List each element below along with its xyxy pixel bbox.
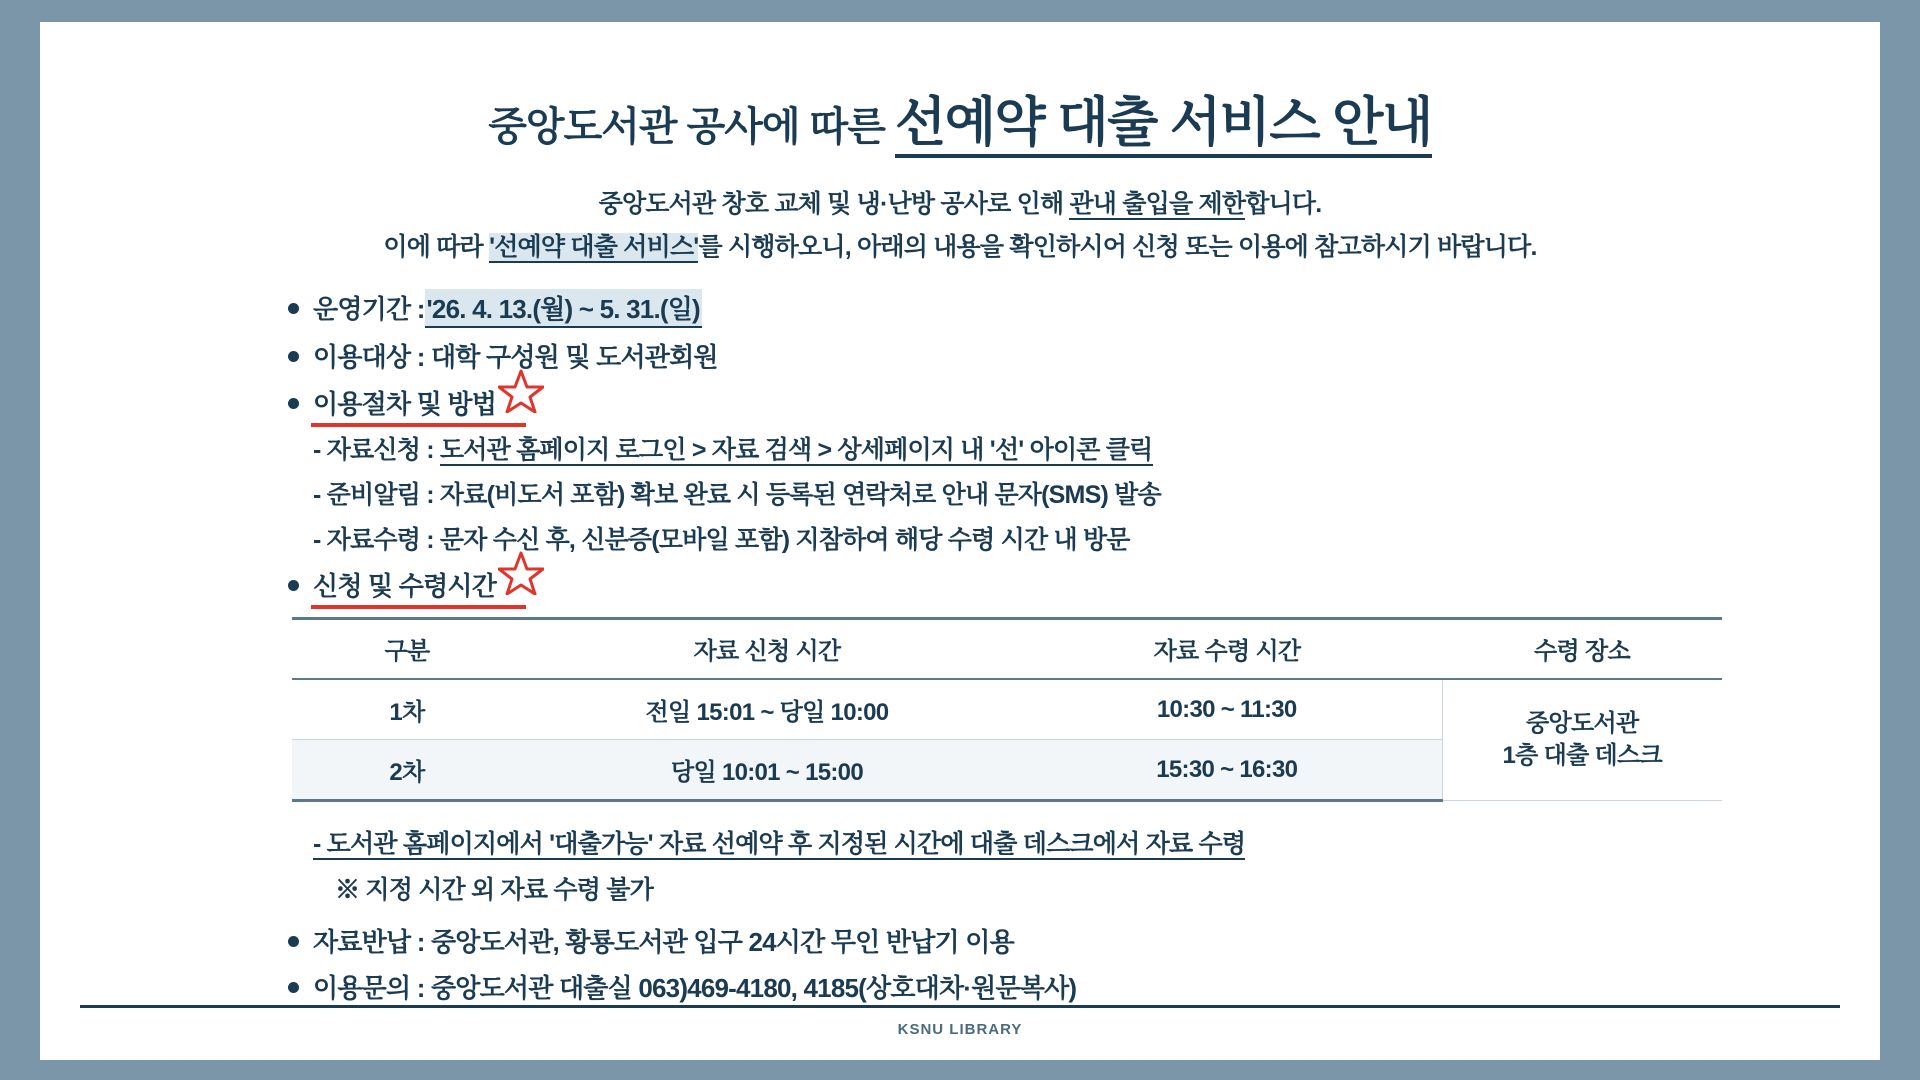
pickup-place-line-2: 1층 대출 데스크 xyxy=(1502,742,1662,769)
list-item-period xyxy=(288,289,1860,328)
lead-line-1-part-a: 중앙도서관 창호 교체 및 냉·난방 공사로 인해 xyxy=(598,190,1070,218)
header-request-time: 자료 신청 시간 xyxy=(522,619,1012,680)
cell-pickup-0: 10:30 ~ 11:30 xyxy=(1012,679,1442,740)
poster-canvas xyxy=(40,22,1880,1060)
list-item-schedule-heading xyxy=(288,565,1860,603)
page-title xyxy=(60,80,1860,156)
note-main-line xyxy=(313,824,1860,860)
bullet-dot-icon xyxy=(288,398,299,409)
procedure-row-0 xyxy=(313,430,1860,466)
return-text: 자료반납 : 중앙도서관, 황룡도서관 입구 24시간 무인 반납기 이용 xyxy=(313,927,1014,957)
schedule-table-body xyxy=(292,679,1722,801)
bullet-dot-icon xyxy=(288,351,299,362)
poster-content xyxy=(60,36,1860,1050)
schedule-heading: 신청 및 수령시간 xyxy=(313,566,496,603)
header-pickup-place: 수령 장소 xyxy=(1442,619,1722,680)
target-text: 이용대상 : 대학 구성원 및 도서관회원 xyxy=(313,342,718,372)
bullet-dot-icon xyxy=(288,580,299,591)
info-list xyxy=(288,289,1860,603)
procedure-value-2: 문자 수신 후, 신분증(모바일 포함) 지참하여 해당 수령 시간 내 방문 xyxy=(439,526,1130,554)
info-list-secondary xyxy=(288,922,1860,1005)
cell-pickup-place xyxy=(1442,679,1722,801)
list-item-contact xyxy=(288,968,1860,1005)
bullet-dot-icon xyxy=(288,982,299,993)
bullet-dot-icon xyxy=(288,303,299,314)
table-header-row xyxy=(292,619,1722,680)
schedule-table xyxy=(292,617,1722,802)
schedule-table-head xyxy=(292,619,1722,680)
cell-pickup-1: 15:30 ~ 16:30 xyxy=(1012,740,1442,801)
contact-text: 이용문의 : 중앙도서관 대출실 063)469-4180, 4185(상호대차·원문복사) xyxy=(313,973,1077,1003)
footer-label: KSNU LIBRARY xyxy=(897,1021,1023,1038)
star-icon xyxy=(498,565,538,595)
note-main-text: - 도서관 홈페이지에서 '대출가능' 자료 선예약 후 지정된 시간에 대출 데스크에서 자료 수령 xyxy=(313,830,1246,858)
procedure-value-0: 도서관 홈페이지 로그인 > 자료 검색 > 상세페이지 내 '선' 아이콘 클릭 xyxy=(439,436,1153,464)
footer-divider xyxy=(80,1005,1840,1008)
lead-line-2-highlight: '선예약 대출 서비스' xyxy=(489,233,699,261)
cell-request-0: 전일 15:01 ~ 당일 10:00 xyxy=(522,679,1012,740)
schedule-table-wrapper xyxy=(292,617,1722,802)
list-item-return xyxy=(288,922,1860,959)
period-value: '26. 4. 13.(월) ~ 5. 31.(일) xyxy=(425,289,702,328)
star-icon xyxy=(498,383,538,413)
cell-request-1: 당일 10:01 ~ 15:00 xyxy=(522,740,1012,801)
procedure-value-1: 자료(비도서 포함) 확보 완료 시 등록된 연락처로 안내 문자(SMS) 발송 xyxy=(439,481,1161,509)
table-row xyxy=(292,679,1722,740)
procedure-label-1: - 준비알림 : xyxy=(313,481,440,509)
title-main: 선예약 대출 서비스 안내 xyxy=(895,93,1432,158)
procedure-row-2 xyxy=(313,520,1860,556)
header-pickup-time: 자료 수령 시간 xyxy=(1012,619,1442,680)
cell-order-0: 1차 xyxy=(292,679,522,740)
pickup-place-line-1: 중앙도서관 xyxy=(1526,709,1639,737)
procedure-label-2: - 자료수령 : xyxy=(313,526,440,554)
title-prefix: 중앙도서관 공사에 따른 xyxy=(488,105,896,149)
lead-line-1-part-c: 합니다. xyxy=(1245,190,1322,218)
list-item-procedure-heading xyxy=(288,383,1860,421)
lead-line-1 xyxy=(60,184,1860,220)
cell-order-1: 2차 xyxy=(292,740,522,801)
lead-line-2-part-c: 를 시행하오니, 아래의 내용을 확인하시어 신청 또는 이용에 참고하시기 바랍니다. xyxy=(698,233,1537,261)
bullet-dot-icon xyxy=(288,936,299,947)
lead-line-1-highlight: 관내 출입을 제한 xyxy=(1069,190,1246,218)
period-label: 운영기간 : xyxy=(313,294,425,324)
note-sub-line: ※ 지정 시간 외 자료 수령 불가 xyxy=(335,876,653,904)
header-order: 구분 xyxy=(292,619,522,680)
table-notes xyxy=(313,824,1860,906)
lead-line-2-part-a: 이에 따라 xyxy=(383,233,490,261)
procedure-row-1 xyxy=(313,475,1860,511)
procedure-heading: 이용절차 및 방법 xyxy=(313,384,496,421)
lead-line-2 xyxy=(60,227,1860,263)
procedure-label-0: - 자료신청 : xyxy=(313,436,440,464)
